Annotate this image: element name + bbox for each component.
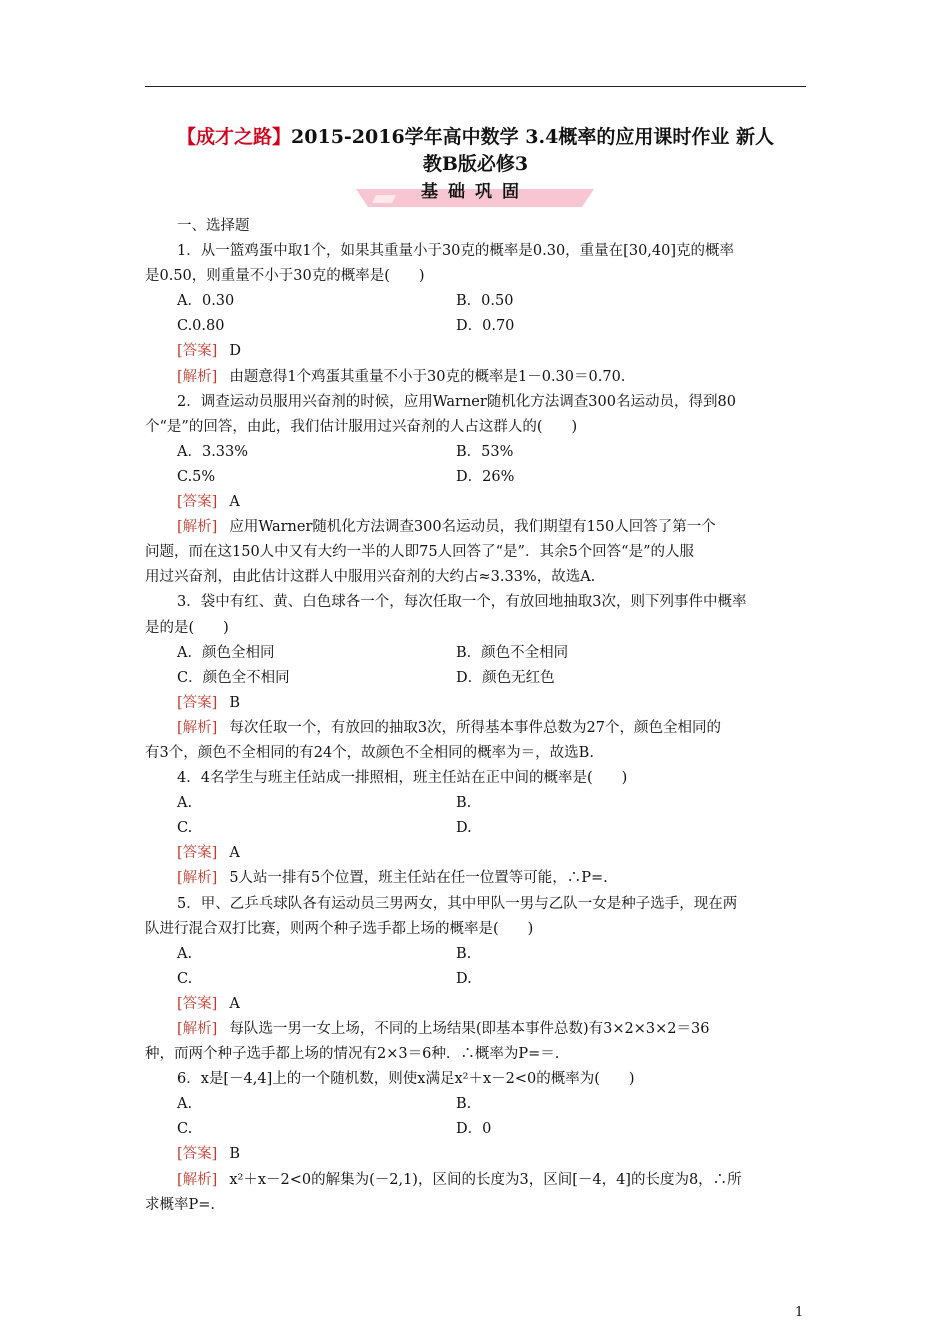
q2-text-2: 个“是”的回答，由此，我们估计服用过兴奋剂的人占这群人的( ) bbox=[145, 418, 578, 435]
option-a: A．3.33% bbox=[177, 443, 249, 460]
option-a: A．颜色全相同 bbox=[177, 644, 275, 661]
option-c: C. bbox=[177, 970, 193, 987]
answer-tag: [答案] bbox=[177, 995, 218, 1012]
explain-tag: [解析] bbox=[177, 519, 218, 536]
q4-text-1: 4．4名学生与班主任站成一排照相，班主任站在正中间的概率是( ) bbox=[177, 770, 628, 787]
section-banner bbox=[336, 175, 614, 207]
option-d: D. bbox=[456, 970, 472, 987]
option-d: D．0.70 bbox=[456, 318, 515, 335]
q2-options-ab bbox=[145, 440, 806, 465]
title-line2: 教B版必修3 bbox=[422, 153, 529, 175]
q5-text-1: 5．甲、乙乒乓球队各有运动员三男两女，其中甲队一男与乙队一女是种子选手，现在两 bbox=[177, 895, 738, 912]
option-d: D．0 bbox=[456, 1121, 492, 1138]
q1-options-cd bbox=[145, 314, 806, 339]
option-a: A．0.30 bbox=[177, 293, 235, 310]
page-title bbox=[145, 124, 806, 178]
q3-explanation-1 bbox=[145, 716, 806, 741]
page-number: 1 bbox=[795, 1305, 804, 1320]
option-c: C. bbox=[177, 820, 193, 837]
option-d: D. bbox=[456, 820, 472, 837]
explain-text: 每队选一男一女上场，不同的上场结果(即基本事件总数)有3×2×3×2＝36 bbox=[229, 1021, 710, 1037]
option-c: C.0.80 bbox=[177, 318, 225, 335]
part-heading: 一、选择题 bbox=[177, 218, 250, 234]
q5-explanation-2: 种，而两个种子选手都上场的情况有2×3＝6种．∴概率为P=＝. bbox=[145, 1046, 560, 1063]
option-b: B．53% bbox=[456, 443, 514, 460]
option-b: B. bbox=[456, 795, 472, 812]
explain-text: x²＋x－2<0的解集为(－2,1)，区间的长度为3，区间[－4，4]的长度为8，∴所 bbox=[229, 1171, 742, 1188]
explain-tag: [解析] bbox=[177, 368, 218, 385]
answer-value: A bbox=[229, 845, 240, 862]
q6-explanation-1 bbox=[145, 1168, 806, 1193]
document-body bbox=[145, 214, 806, 1218]
explain-text: 由题意得1个鸡蛋其重量不小于30克的概率是1－0.30＝0.70. bbox=[229, 368, 626, 385]
q5-options-cd bbox=[145, 967, 806, 992]
q1-text-2: 是0.50，则重量不小于30克的概率是( ) bbox=[145, 268, 425, 285]
q3-explanation-2: 有3个，颜色不全相同的有24个，故颜色不全相同的概率为＝，故选B. bbox=[145, 744, 594, 761]
answer-tag: [答案] bbox=[177, 1146, 218, 1163]
answer-tag: [答案] bbox=[177, 494, 218, 511]
q1-explanation bbox=[145, 365, 806, 390]
option-b: B. bbox=[456, 945, 472, 962]
option-c: C．颜色全不相同 bbox=[177, 669, 290, 686]
q3-options-cd bbox=[145, 666, 806, 691]
answer-value: A bbox=[229, 494, 240, 511]
answer-tag: [答案] bbox=[177, 845, 218, 862]
q5-explanation-1 bbox=[145, 1017, 806, 1042]
explain-tag: [解析] bbox=[177, 719, 218, 736]
q6-answer bbox=[145, 1142, 806, 1167]
explain-text: 应用Warner随机化方法调查300名运动员，我们期望有150人回答了第一个 bbox=[229, 519, 716, 536]
q4-options-cd bbox=[145, 816, 806, 841]
q1-options-ab bbox=[145, 289, 806, 314]
option-a: A. bbox=[177, 945, 193, 962]
option-d: D．26% bbox=[456, 468, 515, 485]
header-rule bbox=[145, 86, 806, 87]
q6-text-1: 6．x是[－4,4]上的一个随机数，则使x满足x²＋x－2<0的概率为( ) bbox=[177, 1071, 635, 1088]
section-label: 基础巩固 bbox=[421, 182, 529, 202]
q5-text-2: 队进行混合双打比赛，则两个种子选手都上场的概率是( ) bbox=[145, 920, 534, 937]
q5-options-ab bbox=[145, 942, 806, 967]
option-b: B．0.50 bbox=[456, 293, 514, 310]
explain-tag: [解析] bbox=[177, 1171, 218, 1188]
title-line1: 2015-2016学年高中数学 3.4概率的应用课时作业 新人 bbox=[291, 126, 774, 148]
explain-text: 5人站一排有5个位置，班主任站在任一位置等可能，∴P=. bbox=[229, 870, 608, 887]
q3-text-1: 3．袋中有红、黄、白色球各一个，每次任取一个，有放回地抽取3次，则下列事件中概率 bbox=[177, 594, 747, 611]
answer-value: A bbox=[229, 995, 240, 1012]
explain-text: 每次任取一个，有放回的抽取3次，所得基本事件总数为27个，颜色全相同的 bbox=[229, 719, 722, 736]
q2-explanation-2: 问题，而在这150人中又有大约一半的人即75人回答了“是”．其余5个回答“是”的人服 bbox=[145, 544, 695, 561]
q4-options-ab bbox=[145, 791, 806, 816]
answer-value: B bbox=[229, 1146, 240, 1163]
q6-explanation-2: 求概率P=. bbox=[145, 1196, 216, 1213]
q2-options-cd bbox=[145, 465, 806, 490]
q3-answer bbox=[145, 691, 806, 716]
q1-text-1: 1．从一篮鸡蛋中取1个，如果其重量小于30克的概率是0.30，重量在[30,40]克的概率 bbox=[177, 243, 735, 260]
q2-explanation-1 bbox=[145, 515, 806, 540]
option-a: A. bbox=[177, 795, 193, 812]
q2-text-1: 2．调查运动员服用兴奋剂的时候，应用Warner随机化方法调查300名运动员，得到80 bbox=[177, 393, 736, 410]
option-b: B．颜色不全相同 bbox=[456, 644, 569, 661]
q4-answer bbox=[145, 841, 806, 866]
answer-value: D bbox=[229, 343, 241, 360]
option-a: A. bbox=[177, 1096, 193, 1113]
option-b: B. bbox=[456, 1096, 472, 1113]
q3-text-2: 是的是( ) bbox=[145, 619, 229, 636]
answer-tag: [答案] bbox=[177, 343, 218, 360]
option-d: D．颜色无红色 bbox=[456, 669, 555, 686]
q1-answer bbox=[145, 339, 806, 364]
q2-answer bbox=[145, 490, 806, 515]
title-brand: 【成才之路】 bbox=[177, 126, 292, 148]
explain-tag: [解析] bbox=[177, 1021, 218, 1037]
q4-explanation bbox=[145, 866, 806, 891]
q5-answer bbox=[145, 992, 806, 1017]
q2-explanation-3: 用过兴奋剂，由此估计这群人中服用兴奋剂的大约占≈3.33%，故选A. bbox=[145, 569, 596, 586]
q3-options-ab bbox=[145, 641, 806, 666]
answer-value: B bbox=[229, 694, 240, 711]
option-c: C. bbox=[177, 1121, 193, 1138]
explain-tag: [解析] bbox=[177, 870, 218, 887]
answer-tag: [答案] bbox=[177, 694, 218, 711]
q6-options-cd bbox=[145, 1117, 806, 1142]
q6-options-ab bbox=[145, 1092, 806, 1117]
option-c: C.5% bbox=[177, 468, 216, 485]
